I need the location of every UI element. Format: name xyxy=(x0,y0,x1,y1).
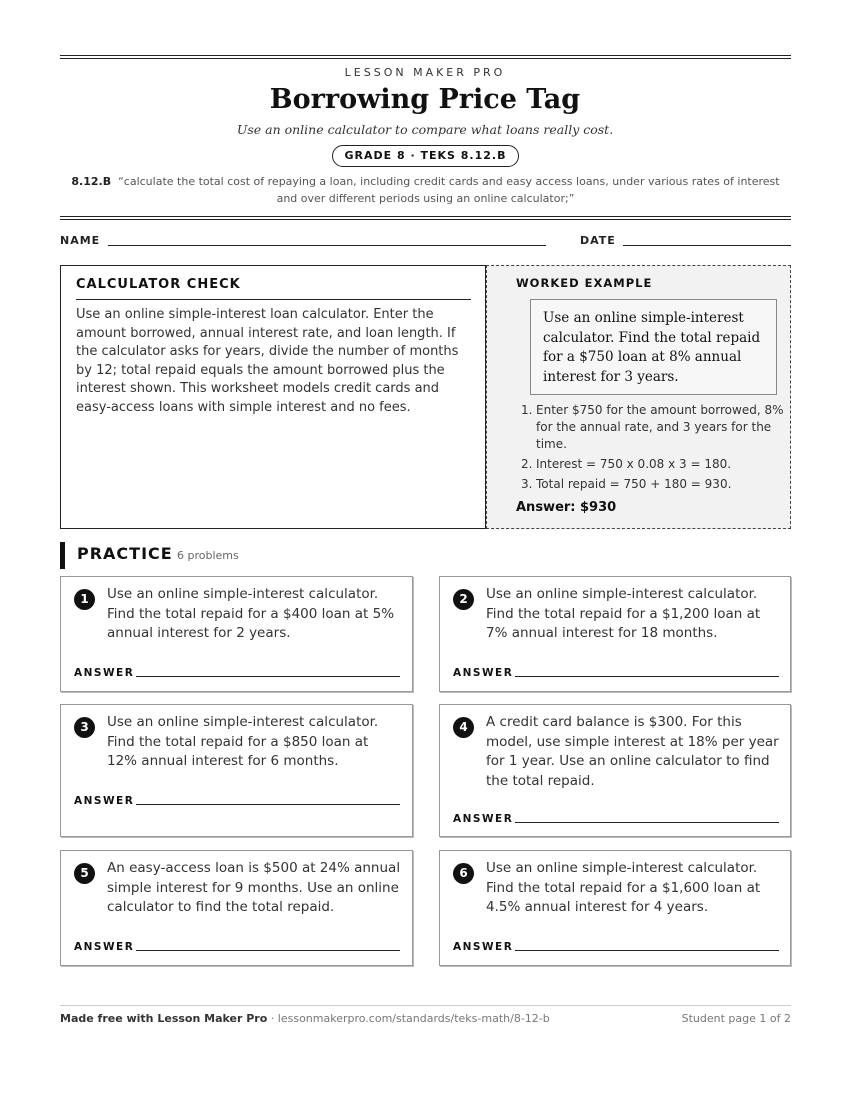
calculator-check-text: Use an online simple-interest loan calculator. Enter the amount borrowed, annual interest rate, and loan length. If the calculator asks for years, divide the number of months by 12; total repaid equals the amount borrowed plus the interest shown. This worksheet models credit cards and easy-access loans with simple interest and no fees. xyxy=(76,307,459,415)
problem-number-badge: 3 xyxy=(74,717,95,738)
answer-label: ANSWER xyxy=(74,795,135,807)
calculator-check-panel xyxy=(60,265,486,529)
problem-number-badge: 6 xyxy=(453,863,474,884)
problem-text: Use an online simple-interest calculator. Find the total repaid for a $400 loan at 5% annual interest for 2 years. xyxy=(107,586,395,641)
step-text: Interest = 750 x 0.08 x 3 = 180. xyxy=(536,457,732,471)
worked-step xyxy=(521,402,785,453)
answer-label: ANSWER xyxy=(453,667,514,679)
brand-name: LESSON MAKER PRO xyxy=(344,66,506,79)
calculator-check-heading: CALCULATOR CHECK xyxy=(76,277,471,300)
problem-card-6 xyxy=(439,850,791,966)
problem-text: A credit card balance is $300. For this model, use simple interest at 18% per year for 1 year. Use an online calculator to find the total repaid. xyxy=(486,714,779,789)
problem-number-badge: 5 xyxy=(74,863,95,884)
problem-text: Use an online simple-interest calculator. Find the total repaid for a $850 loan at 12% annual interest for 6 months. xyxy=(107,714,379,769)
worked-step xyxy=(521,456,785,473)
header-bottom-rule xyxy=(60,216,791,217)
worked-example-answer: Answer: $930 xyxy=(516,500,617,515)
date-label: DATE xyxy=(580,234,616,247)
answer-field[interactable] xyxy=(515,676,779,677)
answer-label: ANSWER xyxy=(453,813,514,825)
problem-card-3 xyxy=(60,704,413,837)
answer-label: ANSWER xyxy=(74,667,135,679)
step-number: 1. xyxy=(521,403,533,417)
standard-code: 8.12.B xyxy=(71,175,112,188)
footer-page-number: Student page 1 of 2 xyxy=(681,1012,791,1025)
practice-count: 6 problems xyxy=(177,549,239,562)
page-subtitle: Use an online calculator to compare what loans really cost. xyxy=(236,122,614,137)
problem-text: Use an online simple-interest calculator. Find the total repaid for a $1,600 loan at 4.5% annual interest for 4 years. xyxy=(486,860,761,915)
problem-card-1 xyxy=(60,576,413,692)
worked-step xyxy=(521,476,785,493)
practice-accent-bar xyxy=(60,542,65,569)
problem-text: An easy-access loan is $500 at 24% annual simple interest for 9 months. Use an online calculator to find the total repaid. xyxy=(107,860,401,915)
step-text: Total repaid = 750 + 180 = 930. xyxy=(536,477,732,491)
worked-example-heading: WORKED EXAMPLE xyxy=(516,276,653,290)
problem-number-badge: 2 xyxy=(453,589,474,610)
top-rule xyxy=(60,55,791,56)
worked-example-problem: Use an online simple-interest calculator. Find the total repaid for a $750 loan at 8% annual interest for 3 years. xyxy=(530,299,777,395)
practice-title: PRACTICE xyxy=(77,544,173,563)
answer-field[interactable] xyxy=(136,804,400,805)
worked-example-steps xyxy=(521,402,785,496)
footer-made-with: Made free with Lesson Maker Pro xyxy=(60,1012,268,1025)
problem-card-2 xyxy=(439,576,791,692)
answer-label: ANSWER xyxy=(74,941,135,953)
grade-badge: GRADE 8 · TEKS 8.12.B xyxy=(332,145,519,167)
answer-label: ANSWER xyxy=(453,941,514,953)
standard-text: “calculate the total cost of repaying a loan, including credit cards and easy access loans, under various rates of interest and over different periods using an online calculator;” xyxy=(118,175,780,205)
top-rule-double xyxy=(60,58,791,59)
step-number: 3. xyxy=(521,477,533,491)
standard-statement xyxy=(60,173,791,207)
worked-example-panel xyxy=(486,265,791,529)
answer-field[interactable] xyxy=(136,676,400,677)
footer-url-link[interactable]: lessonmakerpro.com/standards/teks-math/8-12-b xyxy=(277,1012,550,1025)
answer-field[interactable] xyxy=(515,822,779,823)
problem-text: Use an online simple-interest calculator. Find the total repaid for a $1,200 loan at 7% annual interest for 18 months. xyxy=(486,586,761,641)
step-text: Enter $750 for the amount borrowed, 8% for the annual rate, and 3 years for the time. xyxy=(536,403,784,451)
footer-credit xyxy=(60,1012,550,1025)
answer-field[interactable] xyxy=(136,950,400,951)
step-number: 2. xyxy=(521,457,533,471)
problem-number-badge: 1 xyxy=(74,589,95,610)
footer-rule xyxy=(60,1005,791,1006)
name-label: NAME xyxy=(60,234,101,247)
header-bottom-rule-double xyxy=(60,219,791,220)
problem-number-badge: 4 xyxy=(453,717,474,738)
answer-field[interactable] xyxy=(515,950,779,951)
footer-separator: · xyxy=(267,1012,278,1025)
problem-card-5 xyxy=(60,850,413,966)
name-field[interactable] xyxy=(108,245,546,246)
page-title: Borrowing Price Tag xyxy=(269,84,581,115)
problem-card-4 xyxy=(439,704,791,837)
date-field[interactable] xyxy=(623,245,791,246)
